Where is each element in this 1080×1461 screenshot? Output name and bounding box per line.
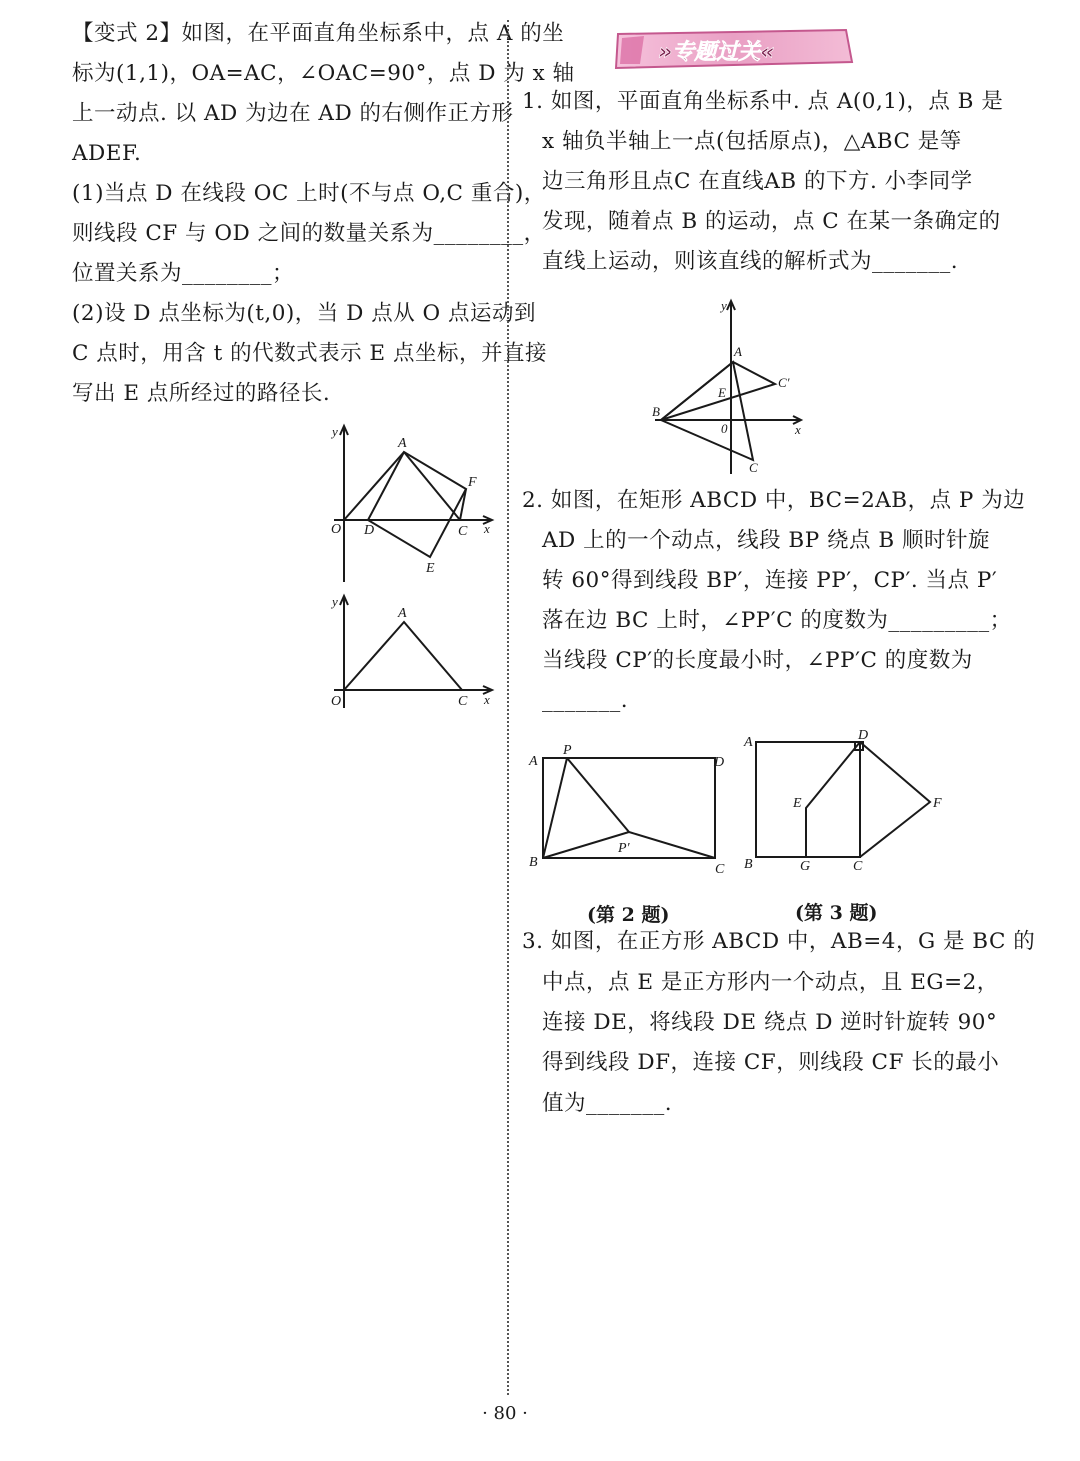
text-line: _______. (542, 688, 629, 713)
y-label: y (332, 594, 338, 609)
triangle-oac (344, 622, 462, 690)
c-label: C (458, 524, 468, 539)
text-line: x 轴负半轴上一点(包括原点)，△ABC 是等 (542, 129, 962, 154)
text-line: 上一动点. 以 AD 为边在 AD 的右侧作正方形 (72, 101, 514, 126)
y-label: y (332, 424, 338, 439)
f-label: F (468, 475, 477, 490)
e-label: E (793, 796, 802, 811)
text-line: 写出 E 点所经过的路径长. (72, 381, 331, 406)
banner-flourish-icon (620, 36, 644, 64)
x-label: x (795, 422, 801, 437)
g-label: G (800, 859, 811, 874)
column-divider (507, 20, 509, 1395)
o-label: O (331, 694, 342, 709)
e-label: E (426, 561, 435, 576)
segment-df-fc (860, 742, 930, 857)
text-line: 发现，随着点 B 的运动，点 C 在某一条确定的 (542, 209, 1001, 234)
c-label: C (715, 862, 725, 877)
b-label: B (652, 404, 660, 419)
q2-figure (525, 735, 735, 880)
text-line: 连接 DE，将线段 DE 绕点 D 逆时针旋转 90° (542, 1010, 998, 1035)
segment-ge-ed (806, 742, 860, 857)
text-line: 落在边 BC 上时，∠PP′C 的度数为_________； (542, 608, 1012, 633)
c-label: C (853, 859, 863, 874)
d-label: D (364, 523, 375, 538)
q1-figure (645, 292, 815, 477)
text-line: 值为_______. (542, 1091, 673, 1116)
text-line: 【变式 2】如图，在平面直角坐标系中，点 A 的坐 (72, 21, 565, 46)
x-label: x (484, 521, 490, 536)
text-line: 1. 如图，平面直角坐标系中. 点 A(0,1)，点 B 是 (522, 89, 1004, 114)
text-line: AD 上的一个动点，线段 BP 绕点 B 顺时针旋 (542, 528, 991, 553)
text-line: C 点时，用含 t 的代数式表示 E 点坐标，并直接 (72, 341, 547, 366)
text-line: 中点，点 E 是正方形内一个动点，且 EG=2， (542, 970, 999, 995)
banner-title: »专题过关« (658, 40, 775, 65)
a-label: A (734, 344, 742, 359)
p-label: P (563, 743, 572, 758)
c-label: C (749, 460, 758, 475)
page-number: · 80 · (482, 1403, 528, 1424)
a-label: A (398, 436, 407, 451)
text-line: 当线段 CP′的长度最小时，∠PP′C 的度数为 (542, 648, 973, 673)
d-label: D (714, 755, 725, 770)
segment-bp-prime (543, 832, 629, 858)
f-label: F (933, 796, 942, 811)
caption-q3: (第 3 题) (795, 902, 878, 924)
e-label: E (718, 385, 726, 400)
o-label: O (331, 522, 342, 537)
caption-q2: (第 2 题) (587, 904, 670, 926)
text-line: 3. 如图，在正方形 ABCD 中，AB=4，G 是 BC 的 (522, 929, 1036, 954)
c-prime-label: C′ (778, 375, 790, 390)
triangle-abc (661, 362, 753, 460)
variant-figure-triangle (320, 592, 500, 712)
segment-bp (543, 758, 567, 858)
text-line: 边三角形且点C 在直线AB 的下方. 小李同学 (542, 169, 973, 194)
square-abcd (756, 742, 860, 857)
text-line: 则线段 CF 与 OD 之间的数量关系为________， (72, 221, 546, 246)
x-label: x (484, 692, 490, 707)
segment-pp-prime (567, 758, 629, 832)
segment-ac (404, 452, 460, 520)
q3-figure (740, 722, 955, 880)
text-line: 2. 如图，在矩形 ABCD 中，BC=2AB，点 P 为边 (522, 488, 1026, 513)
text-line: (1)当点 D 在线段 OC 上时(不与点 O,C 重合)， (72, 181, 546, 206)
a-label: A (529, 754, 538, 769)
p-prime-label: P′ (618, 841, 630, 856)
d-label: D (858, 728, 869, 743)
section-banner (612, 24, 857, 74)
o-label: 0 (721, 421, 728, 436)
y-label: y (721, 298, 727, 313)
segment-cp-prime (629, 832, 715, 858)
text-line: 得到线段 DF，连接 CF，则线段 CF 长的最小 (542, 1050, 1000, 1075)
text-line: 标为(1,1)，OA=AC，∠OAC=90°，点 D 为 x 轴 (72, 61, 575, 86)
b-label: B (529, 855, 538, 870)
a-label: A (744, 735, 753, 750)
c-label: C (458, 694, 468, 709)
text-line: 转 60°得到线段 BP′，连接 PP′，CP′. 当点 P′ (542, 568, 998, 593)
text-line: ADEF. (72, 141, 142, 166)
variant-figure-square (320, 420, 500, 585)
text-line: (2)设 D 点坐标为(t,0)，当 D 点从 O 点运动到 (72, 301, 536, 326)
a-label: A (398, 606, 407, 621)
text-line: 直线上运动，则该直线的解析式为_______. (542, 249, 959, 274)
b-label: B (744, 857, 753, 872)
text-line: 位置关系为________； (72, 261, 295, 286)
